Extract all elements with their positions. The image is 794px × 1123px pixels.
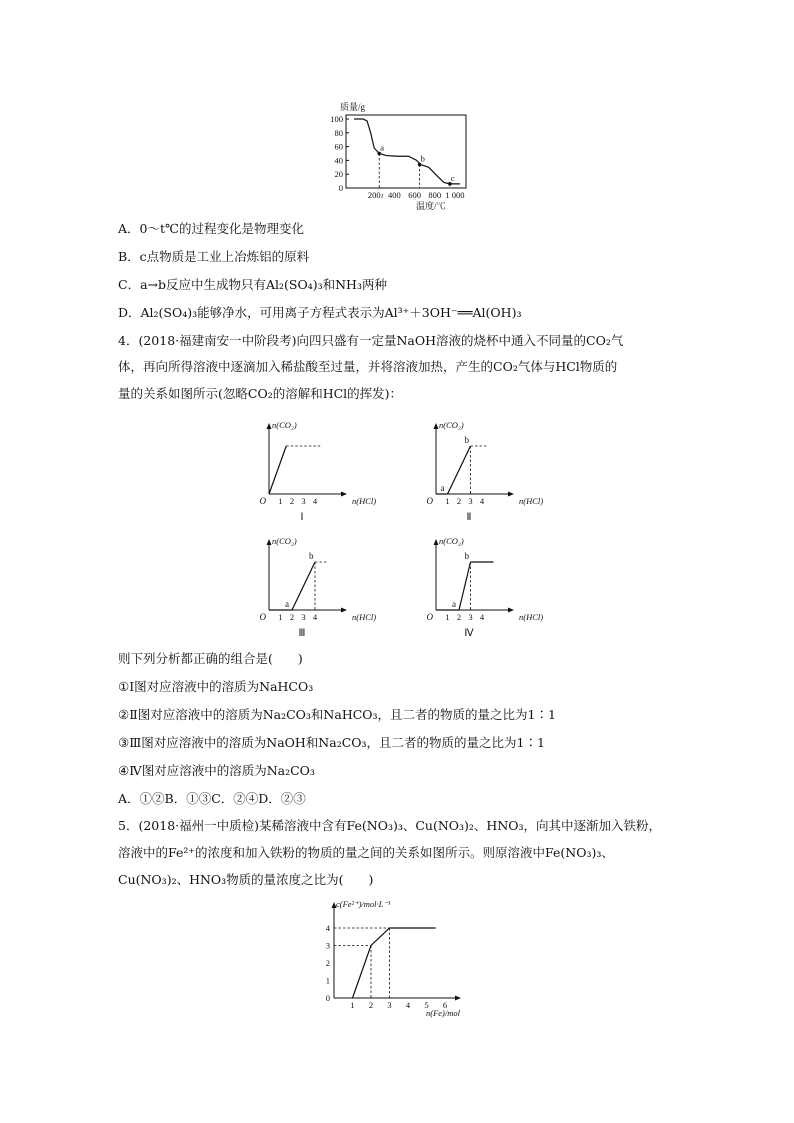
- x-tick-label: 4: [405, 1000, 411, 1010]
- point-a-label: a: [285, 599, 289, 609]
- y-tick-label: 20: [334, 169, 343, 180]
- y-tick-label: 3: [325, 940, 330, 951]
- y-tick-label: 2: [325, 958, 330, 968]
- graph-x-tick: 4: [312, 612, 318, 622]
- graph-x-tick: 3: [301, 612, 306, 622]
- graph-x-tick: 1: [445, 612, 450, 622]
- mass-curve: [354, 119, 460, 184]
- point-label: b: [420, 153, 425, 164]
- graph-xlabel: n(HCl): [519, 612, 544, 622]
- graph-ylabel: n(CO₂): [439, 536, 464, 546]
- co2-graph-3: [255, 530, 377, 642]
- x-tick-label: 400: [388, 190, 401, 200]
- graph-x-tick: 2: [289, 496, 295, 506]
- x-tick-label: 3: [387, 1000, 392, 1010]
- graph-ylabel: n(CO₂): [439, 420, 464, 430]
- q4-statement-4: ④Ⅳ图对应溶液中的溶质为Na₂CO₃: [118, 763, 315, 778]
- point-b-label: b: [464, 551, 469, 561]
- x-tick-label: t: [381, 191, 384, 200]
- x-tick-label: 600: [408, 190, 421, 200]
- graph-ylabel: n(CO₂): [272, 536, 297, 546]
- graph-x-tick: 1: [278, 612, 283, 622]
- graph-roman-label: Ⅲ: [298, 628, 306, 639]
- x-tick-label: 1 000: [445, 190, 465, 200]
- y-tick-label: 4: [325, 923, 330, 933]
- chart-xlabel: 温度/℃: [416, 201, 446, 211]
- fe2-concentration-chart: [318, 898, 478, 1020]
- point-a-label: a: [440, 483, 445, 493]
- q4-stem-line-2: 体，再向所得溶液中逐滴加入稀盐酸至过量，并将溶液加热，产生的CO₂气体与HCl物质的: [118, 359, 618, 374]
- co2-graph-2: [422, 414, 544, 526]
- x-tick-label: 800: [428, 190, 442, 200]
- q5-stem-line-3: Cu(NO₃)₂、HNO₃物质的量浓度之比为( ): [118, 872, 374, 887]
- q3-option-d: D．Al₂(SO₄)₃能够净水，可用离子方程式表示为Al³⁺＋3OH⁻══Al(OH)₃: [118, 305, 522, 320]
- graph-x-tick: 3: [468, 496, 473, 506]
- y-tick-label: 80: [334, 127, 343, 138]
- graph-x-tick: 3: [468, 612, 473, 622]
- co2-graph-4: [422, 530, 544, 642]
- q4-stem-line-3: 量的关系如图所示(忽略CO₂的溶解和HCl的挥发)：: [118, 386, 403, 401]
- y-tick-label: 100: [330, 114, 343, 124]
- point-label: c: [450, 172, 455, 183]
- graph-xlabel: n(HCl): [352, 496, 377, 506]
- co2-curve: [269, 446, 286, 494]
- q5-stem-line-1: 5．(2018·福州一中质检)某稀溶液中含有Fe(NO₃)₃、Cu(NO₃)₂、HNO₃，向其中逐渐加入铁粉，: [118, 818, 662, 833]
- co2-graph-1: [255, 414, 377, 526]
- graph-x-tick: 3: [301, 496, 306, 506]
- x-tick-label: 5: [424, 1000, 429, 1010]
- q4-question: 则下列分析都正确的组合是( ): [118, 651, 303, 666]
- q3-option-b: B．c点物质是工业上冶炼铝的原料: [118, 249, 310, 264]
- y-tick-label: 1: [325, 975, 330, 986]
- co2-curve: [269, 562, 315, 610]
- y-tick-label: 40: [334, 155, 343, 166]
- y-tick-label: 0: [325, 993, 330, 1003]
- graph-origin: O: [259, 496, 266, 506]
- chart-ylabel: c(Fe²⁺)/mol·L⁻¹: [336, 899, 391, 909]
- q4-statement-3: ③Ⅲ图对应溶液中的溶质为NaOH和Na₂CO₃，且二者的物质的量之比为1∶1: [118, 735, 545, 750]
- x-tick-label: 6: [442, 1000, 448, 1010]
- mass-temperature-chart: [318, 100, 488, 212]
- graph-roman-label: Ⅰ: [300, 512, 304, 523]
- chart-ylabel: 质量/g: [340, 102, 366, 112]
- graph-origin: O: [426, 496, 433, 506]
- y-tick-label: 0: [338, 183, 343, 193]
- graph-x-tick: 1: [278, 496, 283, 506]
- graph-roman-label: Ⅳ: [464, 628, 474, 639]
- graph-origin: O: [426, 612, 433, 622]
- q3-option-c: C．a→b反应中生成物只有Al₂(SO₄)₃和NH₃两种: [118, 277, 387, 292]
- graph-xlabel: n(HCl): [519, 496, 544, 506]
- point-a-label: a: [452, 599, 456, 609]
- graph-x-tick: 4: [479, 496, 485, 506]
- graph-x-tick: 2: [456, 612, 462, 622]
- graph-x-tick: 2: [289, 612, 295, 622]
- q5-stem-line-2: 溶液中的Fe²⁺的浓度和加入铁粉的物质的量之间的关系如图所示。则原溶液中Fe(NO₃)₃、: [118, 845, 614, 860]
- q4-statement-1: ①Ⅰ图对应溶液中的溶质为NaHCO₃: [118, 679, 314, 694]
- graph-origin: O: [259, 612, 266, 622]
- graph-ylabel: n(CO₂): [272, 420, 297, 430]
- x-tick-label: 2: [368, 1000, 374, 1010]
- x-tick-label: 1: [350, 1000, 355, 1010]
- chart-xlabel: n(Fe)/mol: [426, 1008, 460, 1018]
- graph-x-tick: 4: [312, 496, 318, 506]
- q4-options: A．①②B．①③C．②④D．②③: [118, 791, 306, 806]
- x-tick-label: 200: [367, 190, 381, 200]
- q4-statement-2: ②Ⅱ图对应溶液中的溶质为Na₂CO₃和NaHCO₃，且二者的物质的量之比为1∶1: [118, 707, 556, 722]
- point-b-label: b: [464, 435, 469, 445]
- q4-stem-line-1: 4．(2018·福建南安一中阶段考)向四只盛有一定量NaOH溶液的烧杯中通入不同量的CO₂气: [118, 333, 624, 348]
- graph-x-tick: 2: [456, 496, 462, 506]
- q3-option-a: A．0～t℃的过程变化是物理变化: [118, 221, 304, 236]
- graph-xlabel: n(HCl): [352, 612, 377, 622]
- point-b-label: b: [309, 551, 314, 561]
- graph-x-tick: 4: [479, 612, 485, 622]
- graph-x-tick: 1: [445, 496, 450, 506]
- fe2-curve: [353, 928, 436, 998]
- point-label: a: [380, 142, 385, 153]
- chart-frame: [346, 115, 466, 188]
- graph-roman-label: Ⅱ: [466, 512, 472, 523]
- y-tick-label: 60: [334, 141, 343, 152]
